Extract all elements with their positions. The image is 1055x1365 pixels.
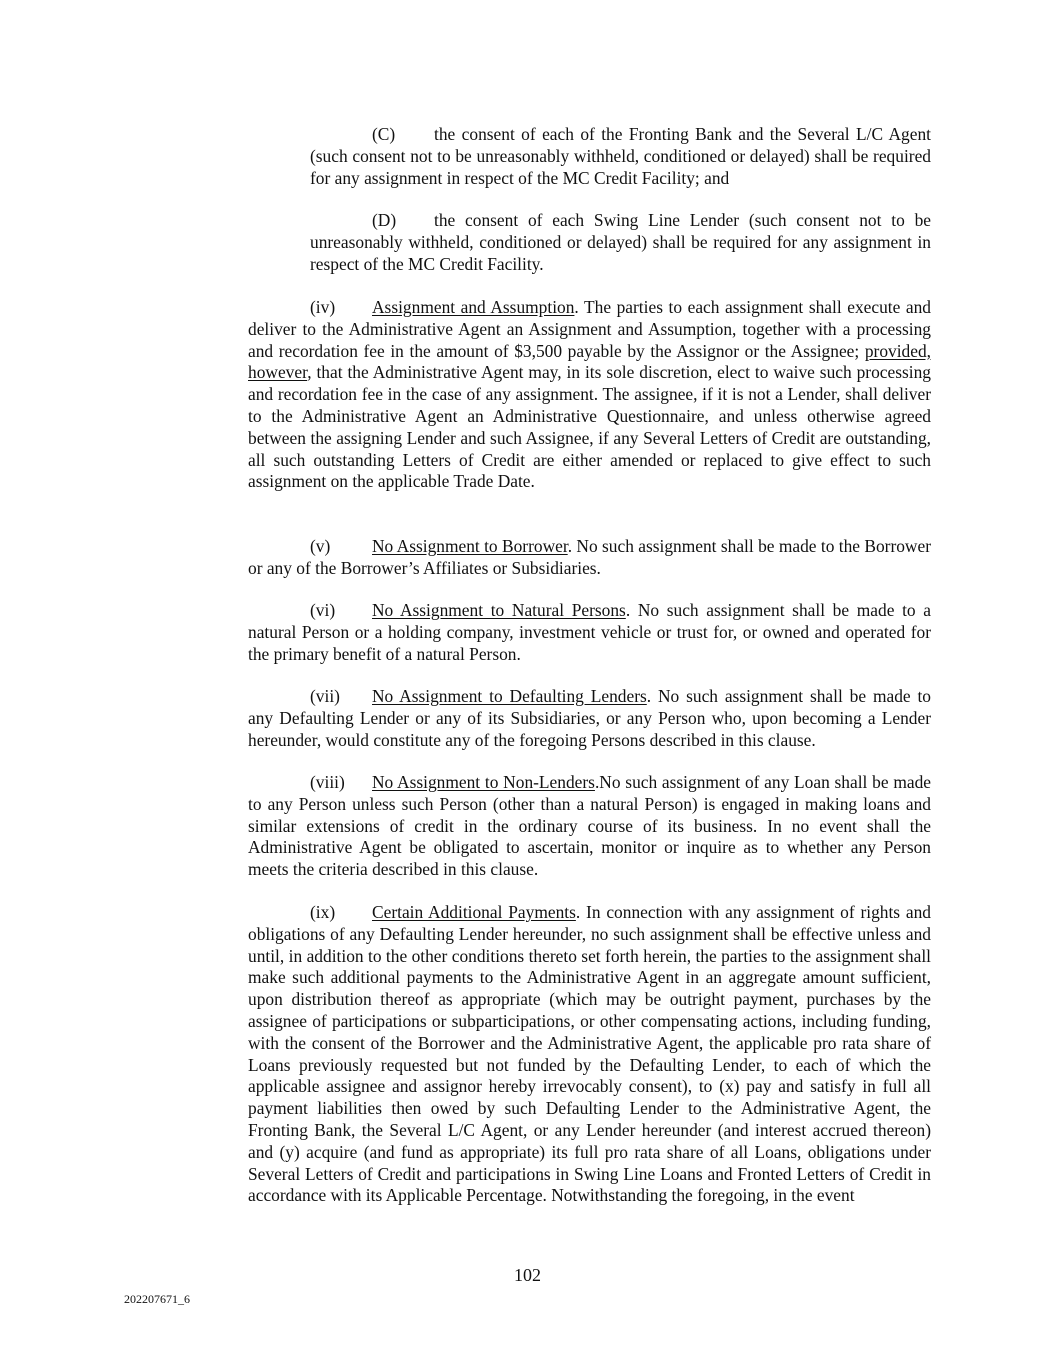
paragraph-number: (D) (372, 210, 397, 230)
page-number: 102 (514, 1265, 541, 1285)
document-id: 202207671_6 (124, 1292, 190, 1306)
paragraph-text: . No such assignment shall be made to a natural Person or a holding company, investment vehicle or trust for, or owned and operated for the primary benefit of a natural Person. (248, 600, 931, 664)
paragraph-v (248, 536, 931, 580)
paragraph-heading: No Assignment to Defaulting Lenders (372, 686, 647, 706)
paragraph-heading: No Assignment to Borrower (372, 536, 568, 556)
paragraph-number: (v) (310, 536, 331, 556)
paragraph-viii (248, 772, 931, 881)
paragraph-d (310, 210, 931, 275)
paragraph-iv (248, 297, 931, 493)
paragraph-text: the consent of each Swing Line Lender (such consent not to be unreasonably withheld, conditioned or delayed) shall be required for any assignment in respect of the MC Credit Facility. (310, 210, 931, 274)
paragraph-text: . No such assignment shall be made to the Borrower or any of the Borrower’s Affiliates or Subsidiaries. (248, 536, 931, 578)
paragraph-vi (248, 600, 931, 665)
paragraph-text-continued: , that the Administrative Agent may, in its sole discretion, elect to waive such processing and recordation fee in the case of any assignment. The assignee, if it is not a Lender, shall deliver to the Administrative Agent an Administrative Questionnaire, and unless otherwise agreed between the assigning Lender and such Assignee, if any Several Letters of Credit are outstanding, all such outstanding Letters of Credit are either amended or replaced to give effect to such assignment on the applicable Trade Date. (248, 362, 931, 492)
paragraph-heading: No Assignment to Natural Persons (372, 600, 626, 620)
paragraph-number: (viii) (310, 772, 345, 792)
paragraph-vii (248, 686, 931, 751)
paragraph-text: .No such assignment of any Loan shall be made to any Person unless such Person (other than a natural Person) is engaged in making loans and similar extensions of credit in the ordinary course of its business. In no event shall the Administrative Agent be obligated to ascertain, monitor or inquire as to whether any Person meets the criteria described in this clause. (248, 772, 931, 880)
paragraph-ix (248, 902, 931, 1207)
paragraph-number: (vii) (310, 686, 340, 706)
proviso-term: provided, however (248, 340, 931, 383)
paragraph-number: (C) (372, 124, 396, 144)
paragraph-text: . In connection with any assignment of rights and obligations of any Defaulting Lender hereunder, no such assignment shall be effective unless and until, in addition to the other conditions thereto set forth herein, the parties to the assignment shall make such additional payments to the Administrative Agent in an aggregate amount sufficient, upon distribution thereof as appropriate (which may be outright payment, purchases by the assignee of participations or subparticipations, or other compensating actions, including funding, with the consent of the Borrower and the Administrative Agent, the applicable pro rata share of Loans previously requested but not funded by the Defaulting Lender, to each of which the applicable assignee and assignor hereby irrevocably consent), to (x) pay and satisfy in full all payment liabilities then owed by such Defaulting Lender to the Administrative Agent, the Fronting Bank, the Several L/C Agent, or any Lender hereunder (and interest accrued thereon) and (y) acquire (and fund as appropriate) its full pro rata share of all Loans, obligations under Several Letters of Credit and participations in Swing Line Loans and Fronted Letters of Credit in accordance with its Applicable Percentage. Notwithstanding the foregoing, in the event (248, 902, 931, 1206)
paragraph-heading: Certain Additional Payments (372, 902, 576, 922)
paragraph-text: . No such assignment shall be made to any Defaulting Lender or any of its Subsidiaries, or any Person who, upon becoming a Lender hereunder, would constitute any of the foregoing Persons described in this clause. (248, 686, 932, 750)
paragraph-number: (iv) (310, 297, 336, 317)
paragraph-number: (vi) (310, 600, 336, 620)
paragraph-text: the consent of each of the Fronting Bank and the Several L/C Agent (such consent not to be unreasonably withheld, conditioned or delayed) shall be required for any assignment in respect of the MC Credit Facility; and (310, 124, 931, 188)
paragraph-text: . The parties to each assignment shall execute and deliver to the Administrative Agent an Assignment and Assumption, together with a processing and recordation fee in the amount of $3,500 payable by the Assignor or the Assignee; (248, 297, 931, 361)
paragraph-number: (ix) (310, 902, 336, 922)
paragraph-heading: Assignment and Assumption (372, 297, 575, 317)
paragraph-c (310, 124, 931, 189)
paragraph-heading: No Assignment to Non-Lenders (372, 772, 595, 792)
